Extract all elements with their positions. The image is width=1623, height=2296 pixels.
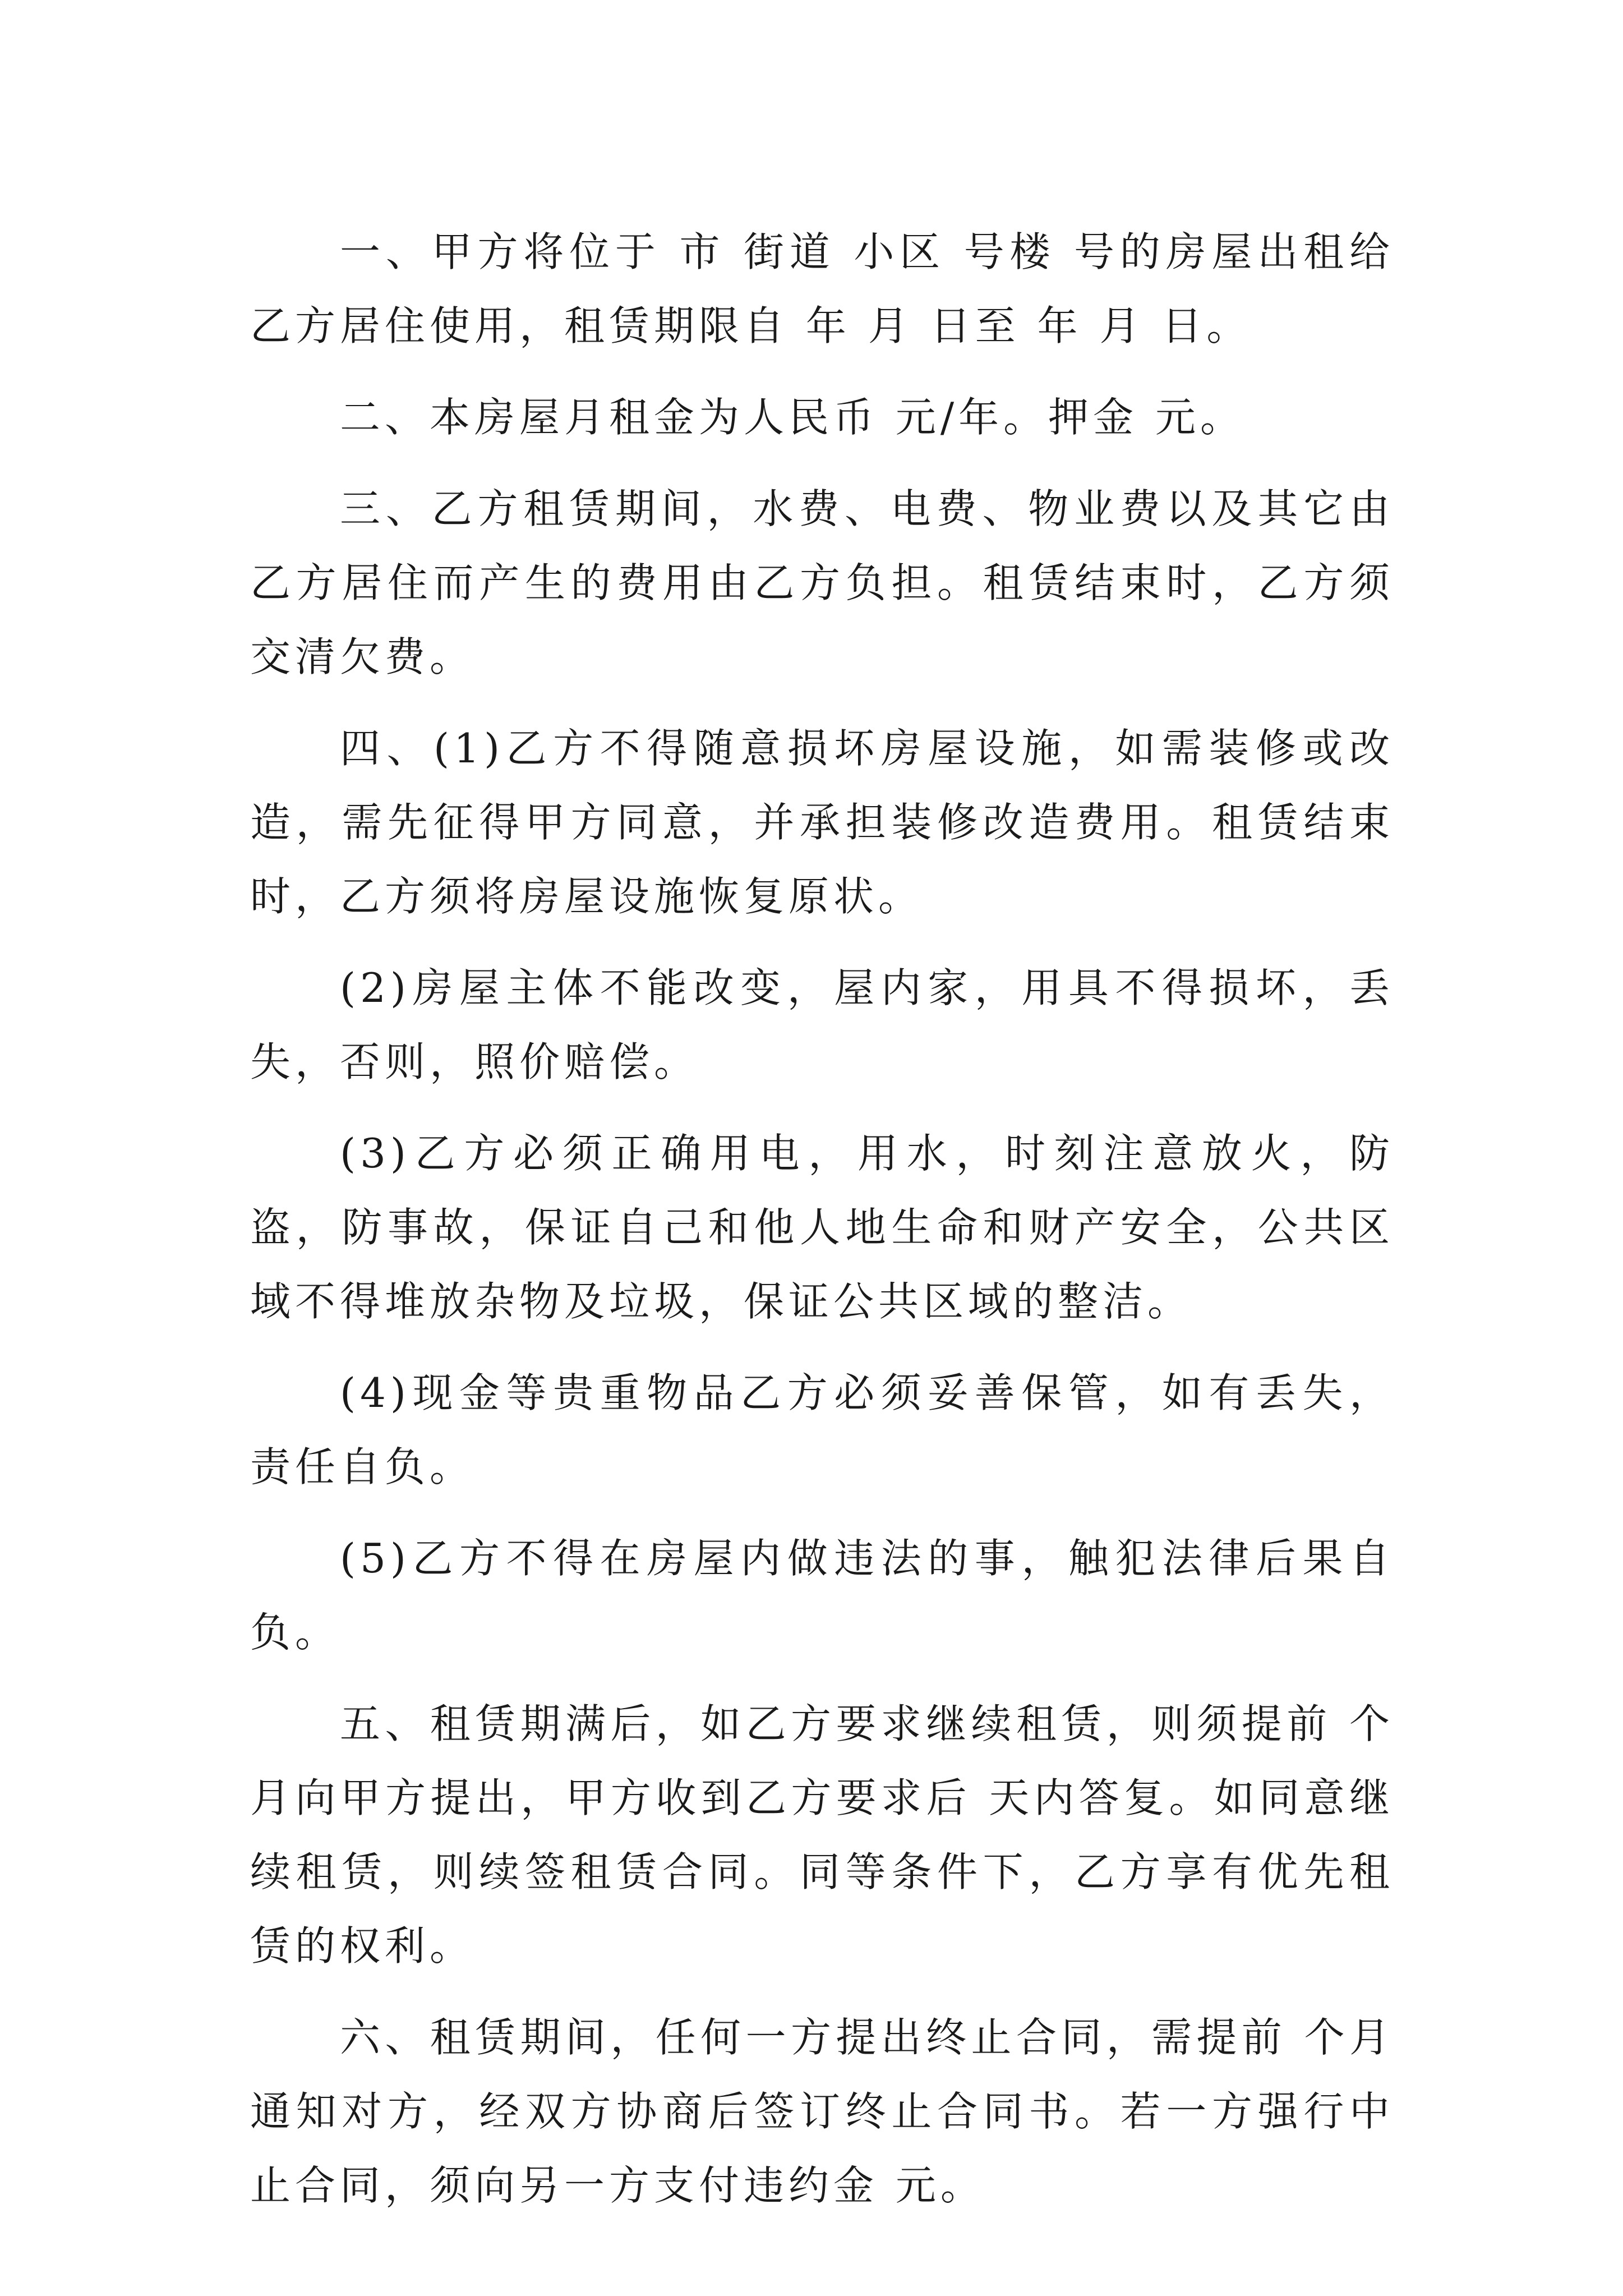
clause-4-5-paragraph: (5)乙方不得在房屋内做违法的事，触犯法律后果自负。 bbox=[250, 1535, 1394, 1656]
clause-6-paragraph: 六、租赁期间，任何一方提出终止合同，需提前 个月通知对方，经双方协商后签订终止合同书。若一方强行中止合同，须向另一方支付违约金 元。 bbox=[250, 2014, 1394, 2209]
clause-3-paragraph: 三、乙方租赁期间，水费、电费、物业费以及其它由乙方居住而产生的费用由乙方负担。租赁结束时，乙方须交清欠费。 bbox=[250, 485, 1394, 680]
document-body bbox=[250, 215, 1394, 2240]
clause-2-paragraph: 二、本房屋月租金为人民币 元/年。押金 元。 bbox=[340, 394, 1246, 441]
clause-4-2-paragraph: (2)房屋主体不能改变，屋内家，用具不得损坏，丢失，否则，照价赔偿。 bbox=[250, 964, 1394, 1085]
clause-4-3-paragraph: (3)乙方必须正确用电，用水，时刻注意放火，防盗，防事故，保证自己和他人地生命和财产安全，公共区域不得堆放杂物及垃圾，保证公共区域的整洁。 bbox=[250, 1130, 1394, 1325]
clause-5-paragraph: 五、租赁期满后，如乙方要求继续租赁，则须提前 个月向甲方提出，甲方收到乙方要求后 天内答复。如同意继续租赁，则续签租赁合同。同等条件下，乙方享有优先租赁的权利。 bbox=[250, 1700, 1394, 1970]
clause-4-1-paragraph: 四、(1)乙方不得随意损坏房屋设施，如需装修或改造，需先征得甲方同意，并承担装修改造费用。租赁结束时，乙方须将房屋设施恢复原状。 bbox=[250, 725, 1394, 920]
clause-1-paragraph: 一、甲方将位于 市 街道 小区 号楼 号的房屋出租给乙方居住使用，租赁期限自 年 月 日至 年 月 日。 bbox=[250, 228, 1394, 349]
clause-4-4-paragraph: (4)现金等贵重物品乙方必须妥善保管，如有丢失，责任自负。 bbox=[250, 1369, 1394, 1490]
